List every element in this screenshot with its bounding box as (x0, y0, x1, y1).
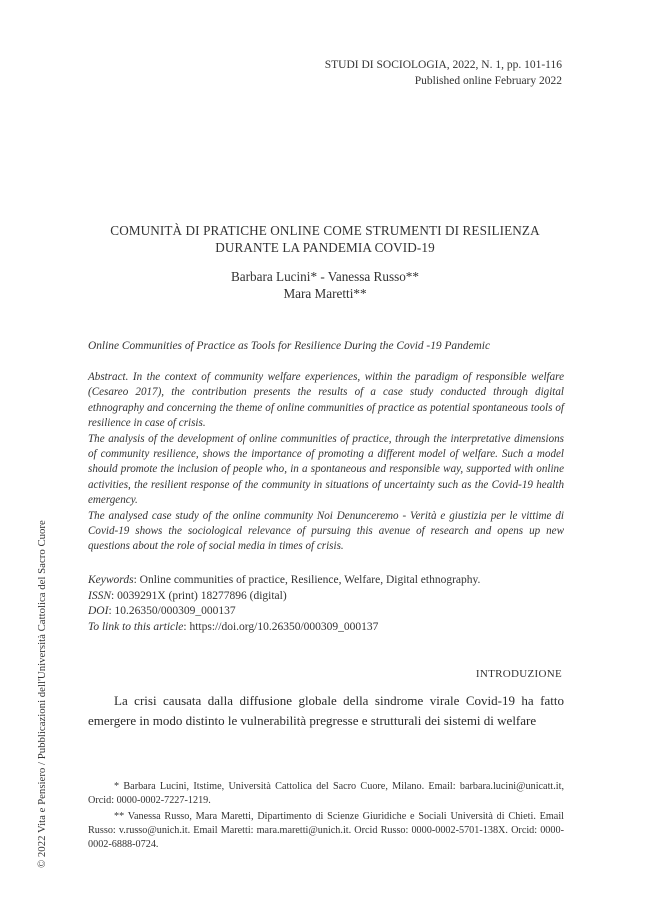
issn-label: ISSN (88, 589, 111, 602)
keywords-label: Keywords (88, 574, 134, 586)
issn-value: : 0039291X (print) 18277896 (digital) (111, 589, 287, 602)
keywords-line (88, 573, 568, 589)
body-text (88, 691, 564, 731)
doi-label: DOI (88, 605, 109, 617)
doi-value: : 10.26350/000309_000137 (108, 605, 236, 617)
article-title (88, 222, 562, 256)
authors-line-1: Barbara Lucini* - Vanessa Russo** (230, 269, 419, 284)
running-header (325, 57, 562, 89)
english-title: Online Communities of Practice as Tools for Resilience During the Covid -19 Pandemic (88, 340, 490, 352)
issn-line (88, 589, 568, 605)
abstract-paragraph-3: The analysed case study of the online community Noi Denunceremo - Verità e giustizia per le vittime di Covid-19 shows the sociological relevance of pursuing this avenue of research and opens up new questions about the role of social media in times of crisis. (88, 509, 564, 553)
body-paragraph-1: La crisi causata dalla diffusione globale della sindrome virale Covid-19 ha fatto emergere in modo distinto le vulnerabilità pregresse e strutturali dei sistemi di welfare (88, 693, 564, 728)
abstract (88, 370, 564, 555)
abstract-paragraph-1: Abstract. In the context of community welfare experiences, within the paradigm of responsible welfare (Cesareo 2017), the contribution presents the results of a case study conducted through digital ethnography and concerning the theme of online communities of practice as potential spontaneous tools of resilience in case of crisis. (88, 371, 564, 430)
article-link-value[interactable]: : https://doi.org/10.26350/000309_000137 (183, 620, 379, 633)
article-link-line (88, 620, 568, 636)
authors-line-2: Mara Maretti** (283, 286, 367, 301)
author-list (88, 268, 562, 302)
article-title-line-1: COMUNITÀ DI PRATICHE ONLINE COME STRUMENTI DI RESILIENZA (110, 223, 540, 238)
article-title-line-2: DURANTE LA PANDEMIA COVID-19 (215, 240, 435, 255)
keywords-value: : Online communities of practice, Resilience, Welfare, Digital ethnography. (133, 574, 481, 586)
footnote-1: * Barbara Lucini, Itstime, Università Cattolica del Sacro Cuore, Milano. Email: barbara.lucini@unicatt.it, Orcid: 0000-0002-7227-1219. (88, 781, 564, 807)
publication-date: Published online February 2022 (414, 75, 562, 87)
footnote-2: ** Vanessa Russo, Mara Maretti, Dipartimento di Scienze Giuridiche e Sociali Università di Chieti. Email Russo: v.russo@unich.it. Email Maretti: mara.maretti@unich.it. Orcid Russo: 0000-0002-5701-138X. Orcid: 0000-0002-6888-0724. (88, 810, 564, 851)
section-heading: INTRODUZIONE (475, 668, 562, 680)
doi-line (88, 604, 568, 620)
article-link-label: To link to this article (88, 620, 184, 633)
abstract-paragraph-2: The analysis of the development of online communities of practice, through the interpretative dimensions of community resilience, shows the importance of promoting a different model of welfare. Such a model should promote the inclusion of people who, in a spontaneous and responsible way, supported with online activities, the resilient response of the community in situations of uncertainty such as the Covid-19 health emergency. (88, 432, 564, 507)
journal-citation: STUDI DI SOCIOLOGIA, 2022, N. 1, pp. 101-116 (324, 59, 562, 71)
article-metadata (88, 573, 568, 635)
copyright-sidebar: © 2022 Vita e Pensiero / Pubblicazioni dell'Università Cattolica del Sacro Cuore (36, 520, 48, 868)
footnotes (88, 780, 564, 853)
